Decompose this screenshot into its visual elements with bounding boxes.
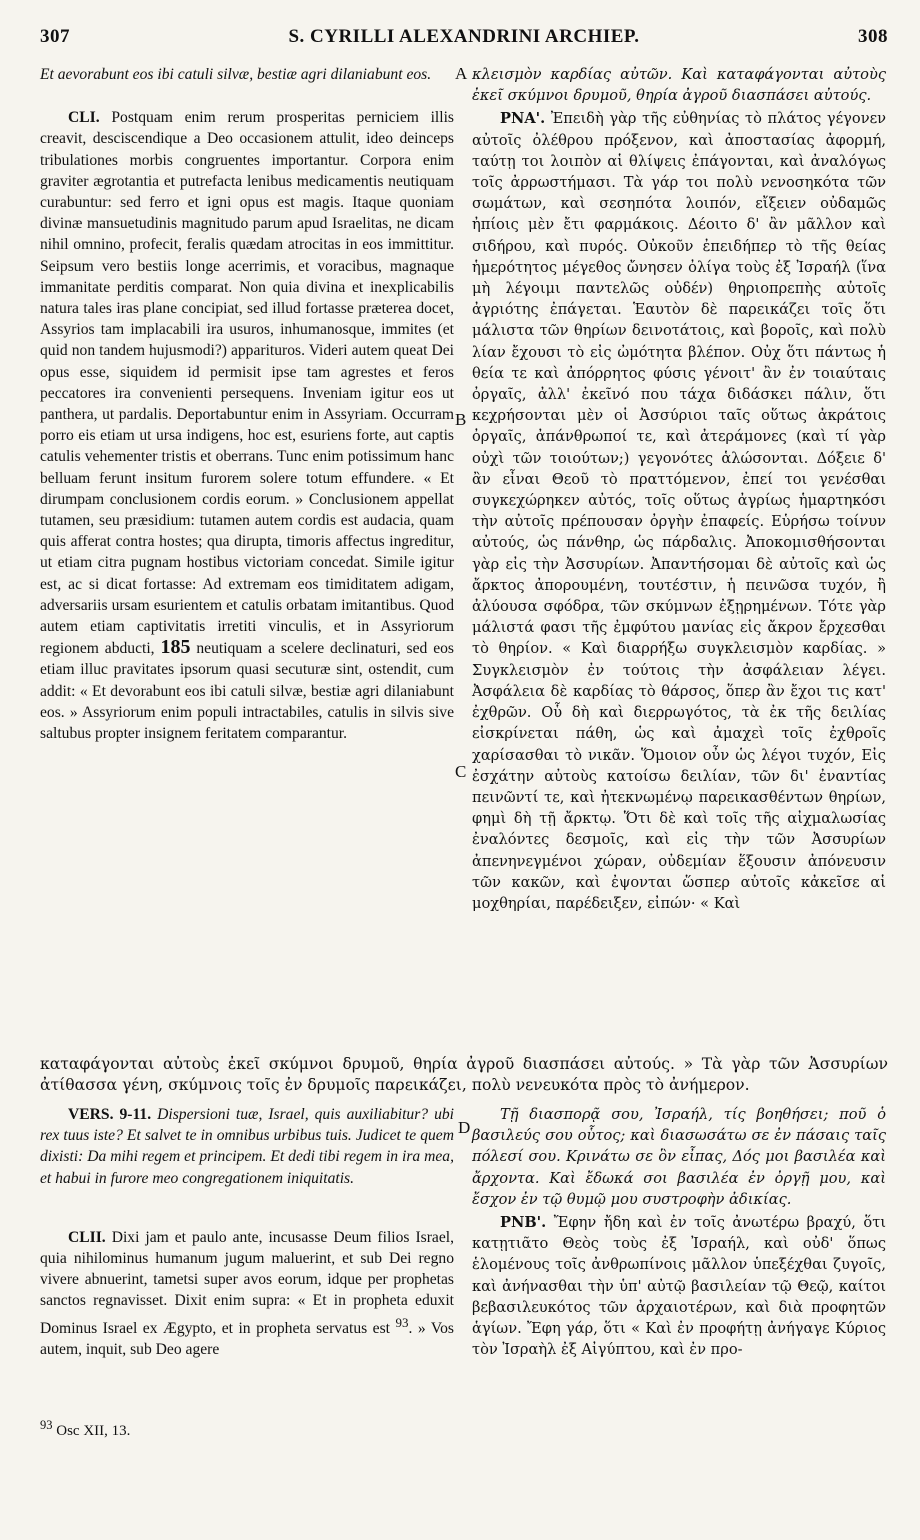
latin-verse: Et aevorabunt eos ibi catuli silvæ, bestiæ agri dilaniabunt eos. [40, 66, 432, 83]
latin-column-upper [40, 64, 454, 744]
latin-section-152 [40, 1227, 454, 1360]
greek-section-152 [472, 1212, 886, 1360]
latin-section-152-tail: . » Vos autem, inquit, sub Deo agere [40, 1319, 454, 1359]
column-marker-d: D [458, 1118, 471, 1137]
verse-label: VERS. 9-11. [68, 1106, 152, 1123]
footnote-number: 93 [40, 1418, 53, 1432]
footnote-ref: 93 [395, 1314, 409, 1330]
section-number: ΡΝΒ'. [500, 1214, 547, 1232]
running-title: S. CYRILLI ALEXANDRINI ARCHIEP. [288, 26, 640, 47]
greek-verse: κλεισμὸν καρδίας αὐτῶν. Καὶ καταφάγονται αὐτοὺς ἐκεῖ σκύμνοι δρυμοῦ, θηρία ἀγροῦ διασπάσει αὐτούς. [472, 66, 886, 105]
latin-section-152-text: Dixi jam et paulo ante, incusasse Deum filios Israel, quia nihilominus humanum jugum maluerint, et sub Dei regno vivere abnuerint, tametsi super avos eorum, idque per prophetas sanctos regnavisset. Dixit enim supra: « Et in propheta eduxit Dominus Israel ex Ægypto, et in propheta servatus est [40, 1228, 454, 1337]
running-header [40, 26, 888, 54]
greek-column-upper [472, 64, 886, 914]
full-width-greek: καταφάγονται αὐτοὺς ἐκεῖ σκύμνοι δρυμοῦ, θηρία ἀγροῦ διασπάσει αὐτούς. » Τὰ γὰρ τῶν Ἀσσυρίων ἀτίθασσα γένη, σκύμνοις τοῖς ἐν δρυμοῖς παρεικάζει, πολὺ νενευκότα πρὸς τὸ ἀνήμερον. [40, 1055, 888, 1095]
column-marker-b: B [455, 410, 467, 429]
section-number: CLI. [68, 109, 100, 127]
greek-column-lower [472, 1104, 886, 1360]
latin-section-151-text-2: neutiquam a scelere declinaturi, sed eos etiam illuc pravitates ipsorum quasi secuturæ sint, ostendit, cum addit: « Et devorabunt eos ibi catuli silvæ, bestiæ agri dilaniabunt eos. » Assyriorum enim populi intractabiles, catulis in silvis sive saltubus propter insignem feritatem comparantur. [40, 640, 454, 743]
latin-verse-9-11 [40, 1104, 454, 1189]
section-number: ΡΝΑ'. [500, 110, 546, 128]
latin-column-lower [40, 1104, 454, 1360]
footnote-text: Osc XII, 13. [56, 1423, 131, 1439]
latin-verse-9-11-text: Dispersioni tuæ, Israel, quis auxiliabitur? ubi rex tuus iste? Et salvet te in omnibus urbibus tuis. Judicet te quem dixisti: Da mihi regem et principem. Et dedi tibi regem in ira mea, et habui in furore meo congregationem iniquitatis. [40, 1106, 454, 1187]
greek-verse-9-11: Τῇ διασπορᾷ σου, Ἰσραήλ, τίς βοηθήσει; ποῦ ὁ βασιλεύς σου οὗτος; καὶ διασωσάτω σε ἐν πάσαις ταῖς πόλεσί σου. Κρινάτω σε ὃν εἶπας, Δός μοι βασιλέα καὶ ἄρχοντα. Καὶ ἔδωκά σοι βασιλέα ἐν ὀργῇ μου, καὶ ἔσχον ἐν τῷ θυμῷ μου συστροφὴν ἀδικίας. [472, 1106, 886, 1208]
column-number: 185 [160, 636, 191, 659]
footnote [40, 1418, 130, 1440]
latin-section-151-text-1: Postquam enim rerum prosperitas perniciem illis creavit, desciscendique a Deo occasionem attulit, ideo deinceps tribulationes morbis congruentes importantur. Corpora enim graviter ægrotantia et putrefacta lenibus medicamentis neutiquam curabuntur: sed ferro et igni opus est magis. Itaque quoniam divinæ mansuetudinis magnitudo parum apud Israelitas, ne dicam nihil omnino, profecit, feralis quædam atrocitas in eos immittitur. Seipsum vero bestiis longe acerrimis, et voracibus, magnaque immanitate perditis comparat. Non quia divina et inexplicabilis natura tales iras plane concipiat, sed illud fortasse præterea docet, Assyrios tam implacabili ira usuros, inhumanosque, immites (et quid non tandem hujusmodi?) apparituros. Videri autem queat Dei opus esse, siquidem id permisit ipse tam agrestes et feros peccatores ira convenienti persequens. Inveniam igitur eos ut panthera, ut pardalis. Deportabuntur enim in Assyriam. Occurram porro eis etiam ut ursa indigens, hoc est, esuriens forte, aut captis catulis vehementer tristis et oberrans. Tunc enim potissimum hanc belluam ferunt insitum furorem solere totum effundere. « Et dirumpam conclusionem cordis eorum. » Conclusionem appellat tutamen, seu præsidium: tutamen autem cordis est audacia, quam quis afferat contra hostes; qua dirupta, timoris affectus ingreditur, ut etiam citra pugnam hostibus victoriam concedat. Simile igitur est, ac si dicat fortasse: Ad extremam eos timiditatem adigam, adversariis ursam esurientem et catulis orbatam imitantibus. Quod autem etiam captivitatis irretiti vinculis, et in Assyriorum regionem abducti, [40, 109, 454, 658]
column-marker-a: A [455, 64, 468, 83]
page-number-left: 307 [40, 26, 70, 47]
greek-section-151 [472, 108, 886, 914]
greek-section-152-text: Ἔφην ἤδη καὶ ἐν τοῖς ἀνωτέρω βραχύ, ὅτι κατῃτιᾶτο Θεὸς τοὺς ἐξ Ἰσραήλ, καὶ οὐδ' ὅπως ἑλομένους τοῖς ἀνθρωπίνοις μᾶλλον ὑπεξέχθαι ζυγοῖς, καὶ ἀνήνασθαι τὴν ὑπ' αὐτῷ βασιλείαν τῷ Θεῷ, καίτοι βεβασιλευκότος τῶν ἀρχαιοτέρων, καὶ διὰ προφητῶν ἁγίων. Ἔφη γάρ, ὅτι « Καὶ ἐν προφήτῃ ἀνήγαγε Κύριος τὸν Ἰσραὴλ ἐξ Αἰγύπτου, καὶ ἐν προ- [472, 1214, 887, 1359]
page-number-right: 308 [858, 26, 888, 47]
column-marker-c: C [455, 762, 467, 781]
section-number: CLII. [68, 1228, 106, 1246]
greek-section-151-text: Ἐπειδὴ γὰρ τῆς εὐθηνίας τὸ πλάτος γέγονεν αὐτοῖς ὀλέθρου πρόξενον, καὶ ἀποστασίας ἀφορμή, ταύτῃ τοι λοιπὸν αἱ θλίψεις ἐπάγονται, καὶ ἀναλόγως τοῖς ἀρρωστήμασι. Τὰ γάρ τοι πολὺ νενοσηκότα τῶν σωμάτων, καὶ σεσηπότα λοιπόν, εἴξειεν οὐδαμῶς ἠπίοις μὲν ἔτι φαρμάκοις. Δέοιτο δ' ἂν μᾶλλον καὶ σιδήρου, καὶ πυρός. Οὐκοῦν ἐπειδήπερ τὸ τῆς θείας ἡμερότητος μέγεθος ὤνησεν ὀλίγα τοὺς ἐξ Ἰσραήλ (ἵνα μὴ λέγοιμι παντελῶς οὐδέν) θηριοπρεπὴς αὐτοῖς ἀγριότης ἐπάγεται. Ἑαυτὸν δὲ παρεικάζει τοῖς ὅτι μάλιστα τῶν θηρίων δεινοτάτοις, καὶ βοροῖς, καὶ πολὺ λίαν ἔχουσι τὸ εἰς ὠμότητα βλέπον. Οὐχ ὅτι πάντως ἡ θεία τε καὶ ἀπόρρητος φύσις γένοιτ' ἂν ἐν τοιαύταις ὀργαῖς, ἀλλ' ἐκεῖνό που τάχα διδάσκει πάλιν, ὅτι κεχρήσονται μὲν οἱ Ἀσσύριοι ταῖς οὕτως ἀκράτοις ὀργαῖς, ἀπάνθρωποί τε, καὶ ἀτεράμονες (καὶ τί γὰρ οὐχὶ τῶν τοιούτων;) γεγονότες ἁλώσονται. Δόξειε δ' ἂν εἶναι Θεοῦ τὸ πραττόμενον, ἐπεί τοι γενέσθαι συγκεχώρηκεν αὐτός, τοῖς οὕτως ἀγρίως ἡμαρτηκόσι τὴν αὐτοῖς πρέπουσαν ὀργὴν ἐπαφείς. Εὑρήσω τοίνυν αὐτούς, ὡς πάνθηρ, ὡς πάρδαλις. Ἀποκομισθήσονται γὰρ εἰς τὴν Ἀσσυρίων. Ἀπαντήσομαι δὲ αὐτοῖς καὶ ὡς ἄρκτος ἀπορουμένη, τουτέστιν, ἡ πεινῶσα τυχόν, ἢ ἀλύουσα σφόδρα, τῶν σκύμνων ἐξῃρημένων. Τότε γὰρ μάλιστά φασι τῆς ἐμφύτου μανίας εἰς ἄκρον ἔρχεσθαι τὸ θηρίον. « Καὶ διαρρήξω συγκλεισμὸν καρδίας. » Συγκλεισμὸν ἐν τούτοις τὴν ἀσφάλειαν λέγει. Ἀσφάλεια δὲ καρδίας τὸ θάρσος, ὅπερ ἂν ἔχοι τις κατ' ἐχθρῶν. Οὗ δὴ καὶ διερρωγότος, τὰ ἐκ τῆς δειλίας εἰσκρίνεται πάθη, ὡς καὶ ἀμαχεὶ τοῖς ἐχθροῖς χαρίσασθαι τὸ νικᾶν. Ὅμοιον οὖν ὡς λέγοι τυχόν, Εἰς ἐσχάτην αὐτοὺς κατοίσω δειλίαν, τῶν δι' ἐναντίας πεινῶντί τε, καὶ ἠτεκνωμένῳ παρεικασθέντων θηρίων, φημὶ δὴ τῇ ἄρκτῳ. Ὅτι δὲ καὶ τοῖς τῆς αἰχμαλωσίας ἐναλόντες δεσμοῖς, καὶ εἰς τὴν τῶν Ἀσσυρίων ἀπενηνεγμένοι χώραν, οὐδεμίαν ἕξουσιν ἀπόνευσιν τῶν κακῶν, καὶ ἐψονται ὥσπερ αὐτοῖς κἀκεῖσε αἱ μοχθηρίαι, παρέδειξεν, εἰπών· « Καὶ [472, 110, 886, 912]
latin-section-151 [40, 107, 454, 744]
